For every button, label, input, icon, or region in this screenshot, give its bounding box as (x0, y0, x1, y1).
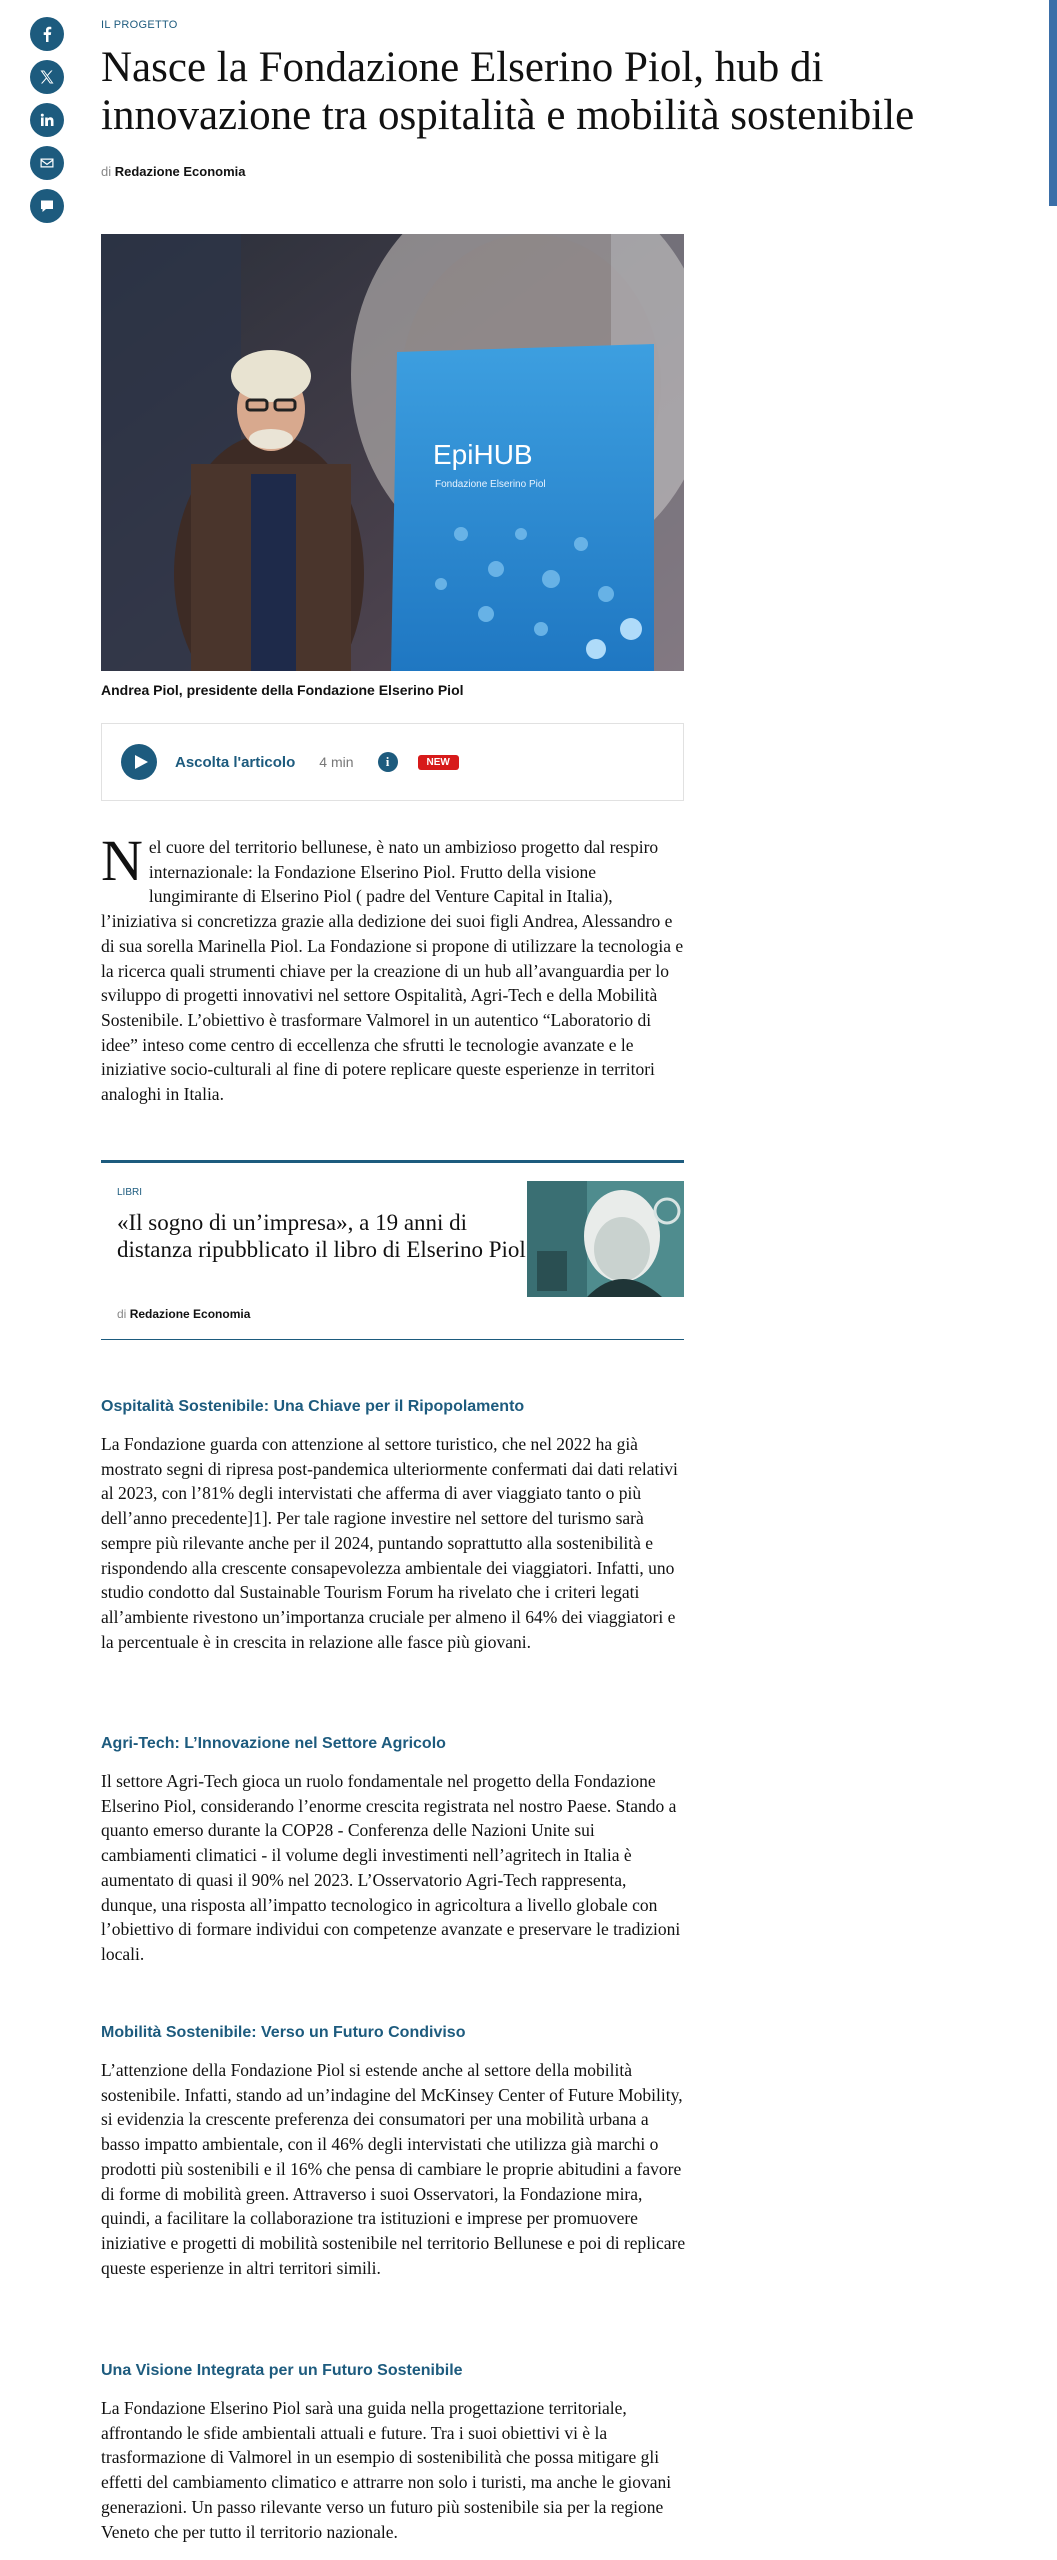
audio-player (101, 723, 684, 801)
linkedin-icon (39, 112, 55, 128)
facebook-icon (39, 26, 55, 42)
comment-button[interactable] (30, 189, 64, 223)
hero-banner-subtitle: Fondazione Elserino Piol (435, 479, 546, 490)
byline-prefix: di (101, 164, 112, 179)
hero-image (101, 234, 684, 671)
play-icon (134, 755, 148, 769)
section-heading-agritech: Agri-Tech: L’Innovazione nel Settore Agricolo (101, 1735, 446, 1752)
related-thumbnail[interactable] (527, 1181, 684, 1297)
related-byline (117, 1307, 250, 1321)
x-share-button[interactable] (30, 60, 64, 94)
linkedin-share-button[interactable] (30, 103, 64, 137)
section-paragraph-mobilita: L’attenzione della Fondazione Piol si estende anche al settore della mobilità sostenibile. Infatti, stando ad un’indagine del McKinsey Center of Future Mobility, si evidenzia la crescente preferenza dei consumatori per una mobilità urbana a basso impatto ambientale, con il 46% degli intervistati che utilizza già marchi o prodotti più sostenibili e il 16% che pensa di cambiare le proprie abitudini a favore di forme di mobilità green. Attraverso i suoi Osservatori, la Fondazione mira, quindi, a facilitare la collaborazione tra istituzioni e imprese per promuovere iniziative e progetti di mobilità sostenibile nel territorio Bellunese e poi di replicare queste esperienze in altri territori simili. (101, 2060, 686, 2278)
section-heading-mobilita: Mobilità Sostenibile: Verso un Futuro Condiviso (101, 2024, 466, 2041)
comment-icon (39, 198, 55, 214)
listen-article-link[interactable]: Ascolta l'articolo (175, 753, 296, 771)
section-paragraph-visione: La Fondazione Elserino Piol sarà una guida nella progettazione territoriale, affrontando le sfide ambientali attuali e future. Tra i suoi obiettivi vi è la trasformazione di Valmorel in un esempio di sostenibilità che possa mitigare gli effetti del cambiamento climatico e attrarre non solo i turisti, ma anche le giovani generazioni. Un passo rilevante verso un futuro più sostenibile sia per la regione Veneto che per tutto il territorio nazionale. (101, 2398, 672, 2542)
author-link[interactable]: Redazione Economia (114, 164, 246, 179)
article-kicker[interactable]: IL PROGETTO (101, 19, 178, 31)
share-sidebar (30, 17, 64, 232)
new-badge: NEW (418, 755, 459, 770)
section-heading-ospitalita: Ospitalità Sostenibile: Una Chiave per il Ripopolamento (101, 1398, 525, 1415)
scroll-indicator[interactable] (1049, 0, 1057, 206)
email-icon (39, 155, 55, 171)
facebook-share-button[interactable] (30, 17, 64, 51)
hero-banner-logo: EpiHUB (433, 439, 533, 470)
related-author[interactable]: Redazione Economia (129, 1307, 251, 1321)
audio-duration: 4 min (319, 754, 354, 770)
info-icon[interactable]: i (378, 752, 398, 772)
drop-cap: N (101, 828, 143, 893)
x-icon (39, 69, 55, 85)
section-heading-visione: Una Visione Integrata per un Futuro Sostenibile (101, 2362, 463, 2379)
related-kicker[interactable]: LIBRI (117, 1187, 143, 1198)
play-button[interactable] (121, 744, 157, 780)
hero-caption: Andrea Piol, presidente della Fondazione Elserino Piol (101, 682, 464, 698)
section-paragraph-agritech: Il settore Agri-Tech gioca un ruolo fondamentale nel progetto della Fondazione Elserino Piol, considerando l’enorme crescita registrata nel nostro Paese. Stando a quanto emerso durante la COP28 - Conferenza delle Nazioni Unite sui cambiamenti climatici - il volume degli investimenti nell’agritech in Italia è aumentato di quasi il 90% nel 2023. L’Osservatorio Agri-Tech rappresenta, dunque, una risposta all’impatto tecnologico in agricoltura a livello globale con l’obiettivo di formare individui con competenze avanzate e preservare le tradizioni locali. (101, 1771, 681, 1964)
article-byline (101, 164, 246, 179)
lead-text: el cuore del territorio bellunese, è nato un ambizioso progetto dal respiro internazionale: la Fondazione Elserino Piol. Frutto della visione lungimirante di Elserino Piol ( padre del Venture Capital in Italia), l’iniziativa si concretizza grazie alla dedizione dei suoi figli Andrea, Alessandro e di sua sorella Marinella Piol. La Fondazione si propone di utilizzare la tecnologia e la ricerca quali strumenti chiave per la creazione di un hub all’avanguardia per lo sviluppo di progetti innovativi nel settore Ospitalità, Agri-Tech e della Mobilità Sostenibile. L’obiettivo è trasformare Valmorel in un autentico “Laboratorio di idee” inteso come centro di eccellenza che sfrutti le tecnologie avanzate e le iniziative socio-culturali al fine di potere replicare queste esperienze in territori analoghi in Italia. (101, 837, 684, 1105)
related-title[interactable]: «Il sogno di un’impresa», a 19 anni di distanza ripubblicato il libro di Elserino Piol (117, 1210, 526, 1262)
lead-paragraph (101, 828, 686, 1107)
email-share-button[interactable] (30, 146, 64, 180)
related-article-card[interactable] (101, 1160, 684, 1340)
related-byline-prefix: di (117, 1307, 127, 1321)
section-paragraph-ospitalita: La Fondazione guarda con attenzione al settore turistico, che nel 2022 ha già mostrato segni di ripresa post-pandemica ulteriormente confermati dai dati relativi al 2023, con l’81% degli intervistati che afferma di aver viaggiato tanto o più dell’anno precedente]1]. Per tale ragione investire nel settore del turismo sarà sempre più rilevante anche per il 2024, puntando soprattutto alla sostenibilità e rispondendo alla crescente consapevolezza ambientale dei viaggiatori. Infatti, uno studio condotto dal Sustainable Tourism Forum ha rivelato che i criteri legati all’ambiente rivestono un’importanza cruciale per almeno il 64% dei viaggiatori e la percentuale è in crescita in relazione alle fasce più giovani. (101, 1434, 678, 1652)
article-title: Nasce la Fondazione Elserino Piol, hub di innovazione tra ospitalità e mobilità sostenibile (101, 44, 915, 139)
